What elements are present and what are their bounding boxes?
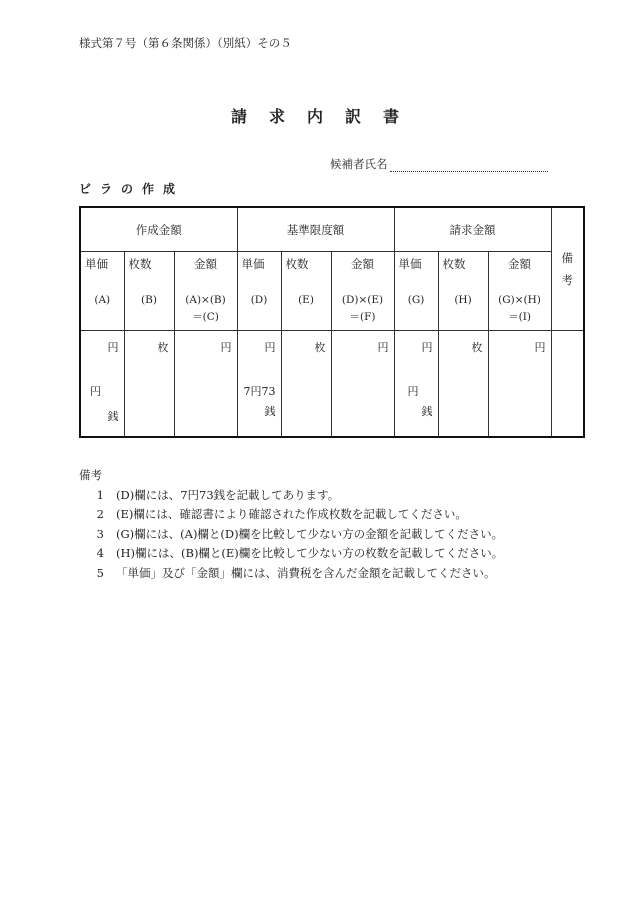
input-amount-f[interactable]: 円	[331, 331, 394, 438]
col-formula-e: (E)	[298, 294, 314, 306]
col-formula-f-result: ＝(F)	[349, 311, 376, 323]
input-amount-i[interactable]: 円	[488, 331, 551, 438]
col-formula-g: (G)	[407, 294, 425, 306]
candidate-name-label: 候補者氏名	[330, 157, 388, 171]
col-label-count-b: 枚数	[128, 257, 152, 271]
note-item: 5 「単価」及び「金額」欄には、消費税を含んだ金額を記載してください。	[96, 565, 496, 580]
candidate-name-row	[330, 156, 548, 172]
input-remarks[interactable]	[551, 331, 584, 438]
col-formula-a: (A)	[94, 294, 111, 306]
col-formula-c: (A)×(B)	[185, 294, 226, 306]
note-item: 3 (G)欄には、(A)欄と(D)欄を比較して少ない方の金額を記載してください。	[96, 526, 504, 541]
col-label-amount-f: 金額	[351, 257, 375, 271]
notes-heading: 備考	[79, 468, 102, 482]
input-amount-c[interactable]: 円	[174, 331, 237, 438]
input-unit-price-a[interactable]: 円 円 銭	[80, 331, 124, 438]
col-label-count-e: 枚数	[285, 257, 309, 271]
note-item: 4 (H)欄には、(B)欄と(E)欄を比較して少ない方の枚数を記載してください。	[96, 546, 504, 561]
col-formula-d: (D)	[250, 294, 268, 306]
col-label-amount-c: 金額	[194, 257, 217, 271]
section-heading: ビラの作成	[79, 182, 185, 196]
col-label-amount-i: 金額	[508, 257, 532, 271]
input-count-h[interactable]: 枚	[438, 331, 488, 438]
col-formula-c-result: ＝(C)	[192, 311, 219, 323]
breakdown-table	[79, 206, 585, 438]
input-count-b[interactable]: 枚	[124, 331, 174, 438]
col-formula-f: (D)×(E)	[341, 294, 384, 306]
form-number-label: 様式第７号（第６条関係）（別紙）その５	[79, 36, 292, 50]
col-formula-b: (B)	[141, 294, 157, 306]
preset-unit-price: 7円73	[243, 385, 276, 398]
col-label-unit-price-g: 単価	[398, 257, 422, 271]
note-item: 1 (D)欄には、7円73銭を記載してあります。	[96, 487, 340, 502]
remarks-header: 備 考	[551, 207, 584, 331]
col-label-unit-price-a: 単価	[85, 257, 108, 271]
col-formula-h: (H)	[454, 294, 472, 306]
input-count-e[interactable]: 枚	[281, 331, 331, 438]
group-header-standard-limit: 基準限度額	[237, 207, 394, 252]
col-label-count-h: 枚数	[442, 257, 466, 271]
document-title: 請求内訳書	[230, 107, 421, 126]
group-header-claim-amount: 請求金額	[394, 207, 551, 252]
col-formula-i-result: ＝(I)	[508, 311, 531, 323]
candidate-name-field[interactable]	[390, 159, 548, 172]
note-item: 2 (E)欄には、確認書により確認された作成枚数を記載してください。	[96, 507, 467, 522]
input-unit-price-g[interactable]: 円 円 銭	[394, 331, 438, 438]
col-formula-i: (G)×(H)	[498, 294, 541, 306]
notes-section	[79, 466, 503, 584]
group-header-production-amount: 作成金額	[80, 207, 237, 252]
unit-price-d-cell: 円 7円73 銭	[237, 331, 281, 438]
col-label-unit-price-d: 単価	[241, 257, 265, 271]
